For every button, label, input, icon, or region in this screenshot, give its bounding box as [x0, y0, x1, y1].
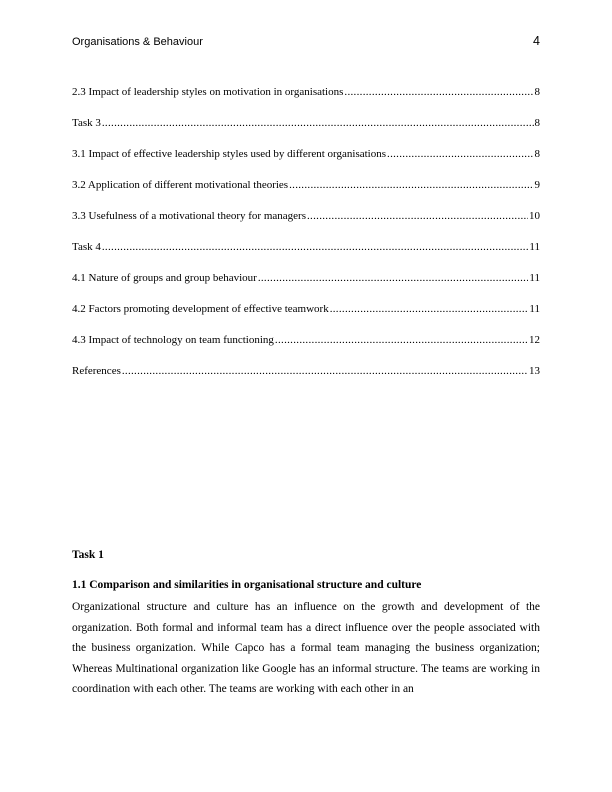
toc-leader	[289, 179, 533, 192]
toc-entry-label: 4.1 Nature of groups and group behaviour	[72, 272, 257, 284]
toc-entry-page: 11	[529, 272, 540, 284]
toc-entry-page: 13	[529, 365, 540, 377]
toc-entry-page: 11	[529, 241, 540, 253]
toc-entry[interactable]	[72, 179, 540, 210]
toc-entry[interactable]	[72, 148, 540, 179]
toc-entry-label: References	[72, 365, 121, 377]
toc-entry-page: 8	[534, 148, 540, 160]
toc-entry-page: 10	[529, 210, 540, 222]
toc-entry-page: 12	[529, 334, 540, 346]
toc-leader	[275, 334, 528, 347]
toc-entry-page: 9	[534, 179, 540, 191]
body-paragraph: Organizational structure and culture has an influence on the growth and development of the organization. Both formal and informal team has a direct influence over the people associated with the business organization. While Capco has a formal team managing the business organization; Whereas Multinational organization like Google has an informal structure. The teams are working in coordination with each other. The teams are working with each other in an	[72, 601, 540, 695]
toc-entry-page: 8	[534, 117, 540, 129]
task-heading: Task 1	[72, 549, 104, 561]
toc-entry[interactable]	[72, 365, 540, 396]
header-title: Organisations & Behaviour	[72, 36, 203, 48]
toc-entry-label: Task 4	[72, 241, 101, 253]
toc-leader	[122, 365, 528, 378]
toc-leader	[258, 272, 529, 285]
toc-entry[interactable]	[72, 117, 540, 148]
toc-entry[interactable]	[72, 241, 540, 272]
section-heading: 1.1 Comparison and similarities in organisational structure and culture	[72, 579, 422, 591]
toc-entry-label: 3.2 Application of different motivational theories	[72, 179, 289, 191]
toc-entry[interactable]	[72, 334, 540, 365]
toc-entry-page: 11	[529, 303, 540, 315]
task-1-section	[72, 548, 540, 700]
toc-leader	[102, 117, 534, 130]
toc-entry-label: 3.3 Usefulness of a motivational theory for managers	[72, 210, 306, 222]
toc-leader	[307, 210, 528, 223]
toc-entry-page: 8	[534, 86, 540, 98]
page-number: 4	[533, 34, 540, 48]
toc-entry[interactable]	[72, 303, 540, 334]
toc-entry-label: 3.1 Impact of effective leadership styles used by different organisations	[72, 148, 387, 160]
toc-leader	[344, 86, 533, 99]
toc-entry-label: Task 3	[72, 117, 101, 129]
toc-leader	[102, 241, 529, 254]
toc-entry[interactable]	[72, 272, 540, 303]
toc-entry-label: 4.2 Factors promoting development of effective teamwork	[72, 303, 329, 315]
toc-entry-label: 2.3 Impact of leadership styles on motivation in organisations	[72, 86, 344, 98]
table-of-contents	[72, 86, 540, 396]
toc-leader	[387, 148, 533, 161]
toc-entry[interactable]	[72, 210, 540, 241]
toc-entry-label: 4.3 Impact of technology on team functioning	[72, 334, 274, 346]
toc-leader	[330, 303, 529, 316]
toc-entry[interactable]	[72, 86, 540, 117]
